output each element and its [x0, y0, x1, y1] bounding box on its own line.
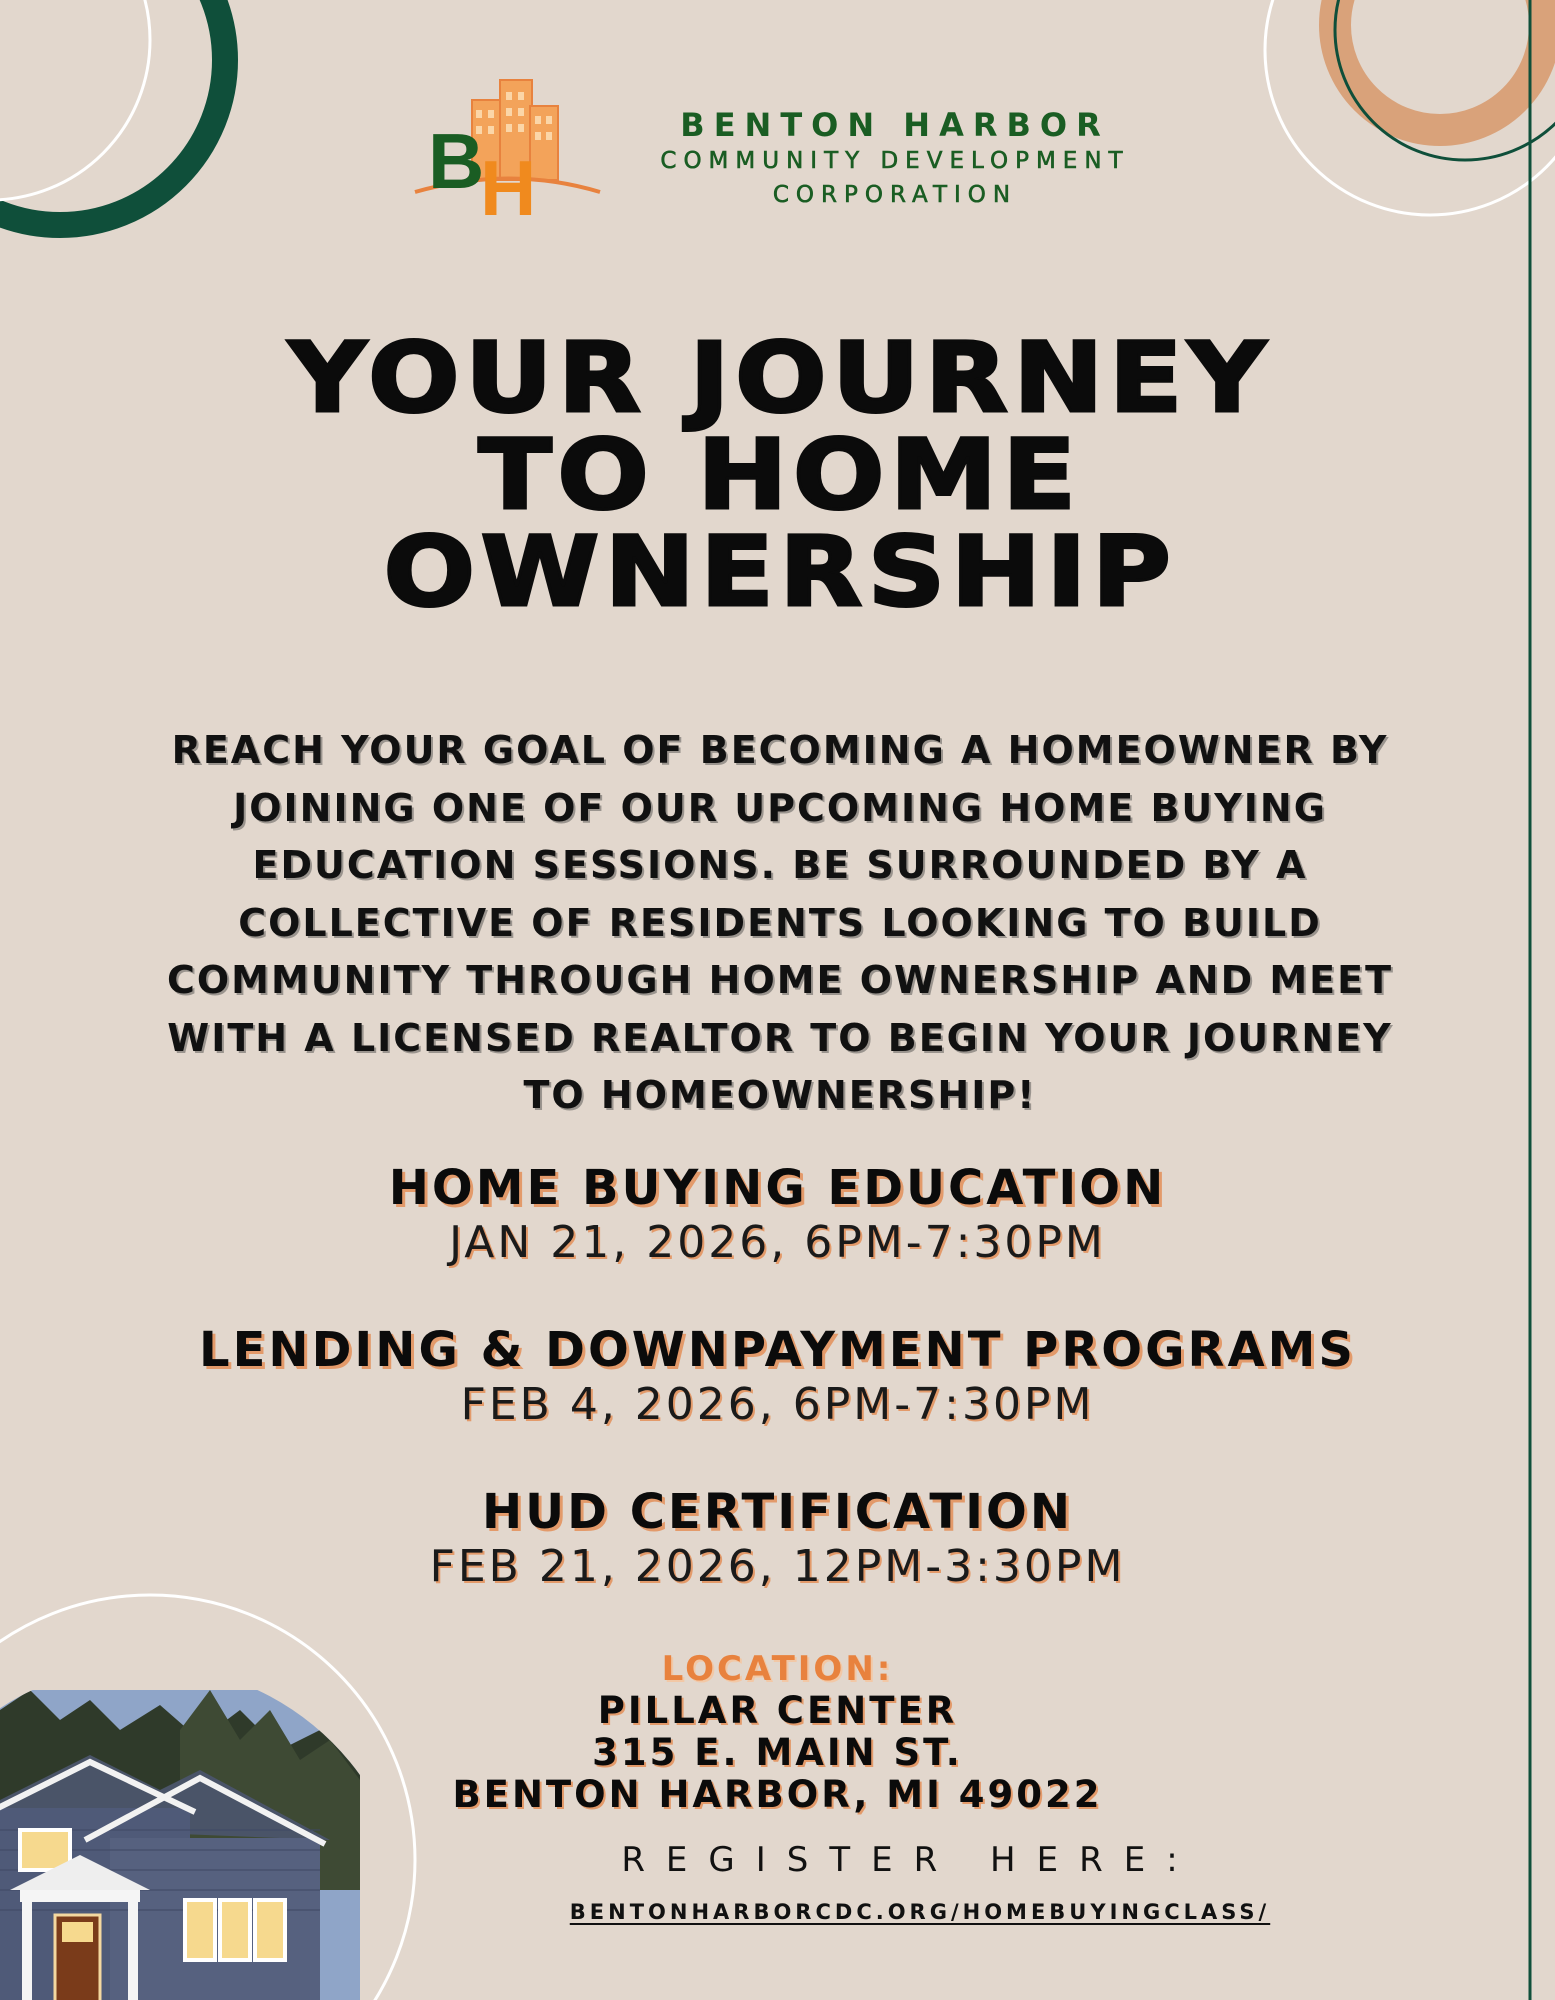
- session-date: FEB 21, 2026, 12PM-3:30PM: [429, 1541, 1126, 1592]
- location-city: BENTON HARBOR, MI 49022: [452, 1773, 1103, 1816]
- svg-text:H: H: [480, 144, 537, 220]
- intro-line: COMMUNITY THROUGH HOME OWNERSHIP AND MEET: [166, 958, 1394, 1002]
- intro-line: EDUCATION SESSIONS. BE SURROUNDED BY A: [252, 843, 1308, 887]
- title-line-2: TO HOME: [478, 419, 1082, 531]
- register-link[interactable]: BENTONHARBORCDC.ORG/HOMEBUYINGCLASS/: [569, 1900, 1271, 1924]
- session-title: HUD CERTIFICATION: [482, 1484, 1073, 1540]
- intro-line: TO HOMEOWNERSHIP!: [523, 1073, 1037, 1117]
- location-label: LOCATION:: [661, 1649, 894, 1689]
- svg-text:B: B: [428, 117, 485, 205]
- intro-line: JOINING ONE OF OUR UPCOMING HOME BUYING: [233, 785, 1327, 830]
- org-name: BENTON HARBOR: [680, 106, 1110, 144]
- house-photo: [0, 1690, 360, 2000]
- location-venue: PILLAR CENTER: [597, 1689, 958, 1732]
- intro-paragraph: [140, 722, 1420, 1125]
- register-label: REGISTER HERE:: [621, 1840, 1199, 1880]
- org-subtitle-line-2: CORPORATION: [772, 182, 1018, 208]
- location-street: 315 E. MAIN ST.: [592, 1731, 963, 1774]
- page-title: [86, 322, 1475, 628]
- org-subtitle-line-1: COMMUNITY DEVELOPMENT: [660, 148, 1130, 174]
- session-date: FEB 4, 2026, 6PM-7:30PM: [460, 1379, 1095, 1430]
- session-lending: [0, 1322, 1555, 1432]
- org-name-block: [615, 106, 1175, 212]
- session-title: LENDING & DOWNPAYMENT PROGRAMS: [199, 1322, 1356, 1378]
- session-title: HOME BUYING EDUCATION: [388, 1160, 1167, 1216]
- title-line-3: OWNERSHIP: [383, 516, 1177, 628]
- title-line-1: YOUR JOURNEY: [288, 322, 1272, 434]
- org-logo: [410, 70, 1210, 220]
- intro-line: WITH A LICENSED REALTOR TO BEGIN YOUR JOURNEY: [167, 1015, 1393, 1060]
- intro-line: REACH YOUR GOAL OF BECOMING A HOMEOWNER BY: [171, 728, 1389, 772]
- session-date: JAN 21, 2026, 6PM-7:30PM: [449, 1217, 1106, 1268]
- intro-line: COLLECTIVE OF RESIDENTS LOOKING TO BUILD: [238, 900, 1322, 945]
- building-logo-icon: [410, 70, 610, 220]
- session-home-buying: [0, 1160, 1555, 1270]
- session-hud: [0, 1484, 1555, 1594]
